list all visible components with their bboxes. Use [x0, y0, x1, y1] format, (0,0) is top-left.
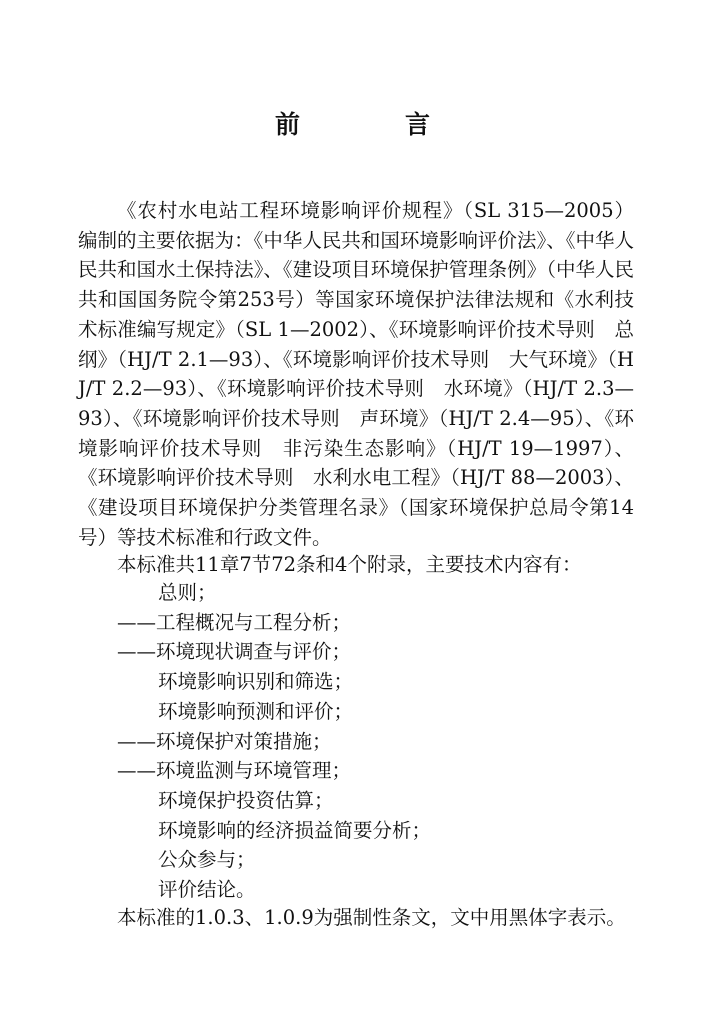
list-item: 环境影响的经济损益简要分析；: [158, 818, 432, 842]
intro-paragraph: 《农村水电站工程环境影响评价规程》（SL 315—2005）编制的主要依据为：《中华人民共和国环境影响评价法》、《中华人民共和国水土保持法》、《建设项目环境保护管理条例》（中华人民共和国国务院令第253号）等国家环境保护法律法规和《水利技术标准编写规定》（SL 1—2002）、《环境影响评价技术导则 总纲》（HJ/T 2.1—93）、《环境影响评价技术导则 大气环境》（HJ/T 2.2—93）、《环境影响评价技术导则 水环境》（HJ/T 2.3—93）、《环境影响评价技术导则 声环境》（HJ/T 2.4—95）、《环境影响评价技术导则 非污染生态影响》（HJ/T 19—1997）、《环境影响评价技术导则 水利水电工程》（HJ/T 88—2003）、《建设项目环境保护分类管理名录》（国家环境保护总局令第14号）等技术标准和行政文件。: [78, 199, 634, 549]
page-title: 前 言: [274, 110, 470, 139]
list-item: 评价结论。: [158, 878, 256, 902]
list-item: ——环境保护对策措施；: [117, 729, 332, 753]
contents-list: [78, 578, 634, 905]
list-item: ——环境监测与环境管理；: [117, 759, 352, 783]
list-item: 环境保护投资估算；: [158, 788, 334, 812]
summary-paragraph: 本标准共11章7节72条和4个附录，主要技术内容有：: [117, 553, 582, 576]
list-item: 公众参与；: [158, 848, 256, 872]
mandatory-provisions-note: 本标准的1.0.3、1.0.9为强制性条文，文中用黑体字表示。: [117, 906, 626, 929]
list-item: ——环境现状调查与评价；: [117, 640, 352, 664]
list-item: ——工程概况与工程分析；: [117, 610, 352, 634]
list-item: 环境影响预测和评价；: [158, 699, 354, 723]
list-item: 总则；: [158, 581, 217, 604]
list-item: 环境影响识别和筛选；: [158, 670, 354, 694]
